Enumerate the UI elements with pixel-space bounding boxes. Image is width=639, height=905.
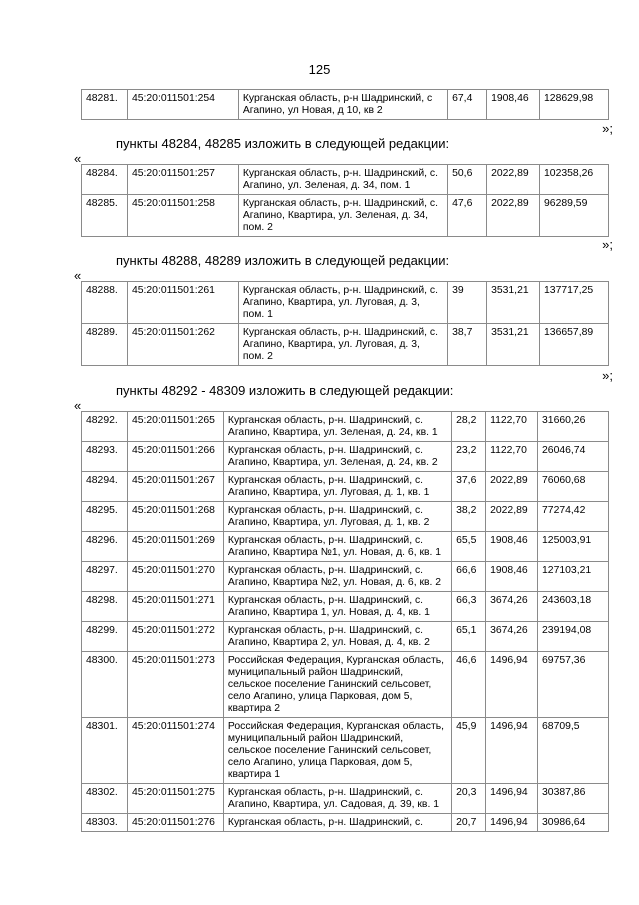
cell-address: Курганская область, р-н. Шадринский, с. Агапино, Квартира, ул. Луговая, д. 1, кв. 1 bbox=[223, 472, 451, 502]
cell-area: 23,2 bbox=[452, 442, 486, 472]
cell-address: Курганская область, р-н. Шадринский, с. Агапино, Квартира, ул. Зеленая, д. 24, кв. 2 bbox=[223, 442, 451, 472]
cell-address: Курганская область, р-н. Шадринский, с. Агапино, Квартира, ул. Зеленая, д. 34, пом. 2 bbox=[238, 195, 447, 237]
registry-table-1 bbox=[81, 89, 609, 120]
cell-price: 2022,89 bbox=[487, 195, 540, 237]
cell-num: 48281. bbox=[82, 90, 128, 120]
cell-area: 46,6 bbox=[452, 652, 486, 718]
cell-address: Курганская область, р-н. Шадринский, с. Агапино, Квартира, ул. Зеленая, д. 24, кв. 1 bbox=[223, 412, 451, 442]
cell-total: 128629,98 bbox=[540, 90, 609, 120]
page-number: 125 bbox=[308, 62, 331, 77]
cell-address: Курганская область, р-н. Шадринский, с. bbox=[223, 814, 451, 832]
opening-quote: « bbox=[74, 268, 82, 283]
cell-total: 243603,18 bbox=[538, 592, 609, 622]
table-row bbox=[82, 652, 609, 718]
cell-price: 1496,94 bbox=[486, 718, 538, 784]
cell-num: 48298. bbox=[82, 592, 128, 622]
cell-code: 45:20:011501:275 bbox=[127, 784, 223, 814]
cell-code: 45:20:011501:267 bbox=[127, 472, 223, 502]
cell-num: 48292. bbox=[82, 412, 128, 442]
table-row bbox=[82, 90, 609, 120]
cell-price: 1496,94 bbox=[486, 784, 538, 814]
cell-area: 67,4 bbox=[448, 90, 487, 120]
cell-num: 48296. bbox=[82, 532, 128, 562]
cell-price: 1122,70 bbox=[486, 412, 538, 442]
table-row bbox=[82, 324, 609, 366]
cell-address: Курганская область, р-н. Шадринский, с. Агапино, Квартира, ул. Луговая, д. 3, пом. 2 bbox=[238, 324, 447, 366]
cell-address: Курганская область, р-н. Шадринский, с. Агапино, Квартира №2, ул. Новая, д. 6, кв. 2 bbox=[223, 562, 451, 592]
cell-area: 28,2 bbox=[452, 412, 486, 442]
cell-code: 45:20:011501:272 bbox=[127, 622, 223, 652]
cell-num: 48295. bbox=[82, 502, 128, 532]
table-row bbox=[82, 195, 609, 237]
cell-price: 1908,46 bbox=[487, 90, 540, 120]
table-row bbox=[82, 622, 609, 652]
registry-table-2 bbox=[81, 164, 609, 237]
cell-address: Курганская область, р-н. Шадринский, с. Агапино, Квартира, ул. Луговая, д. 3, пом. 1 bbox=[238, 282, 447, 324]
cell-total: 77274,42 bbox=[538, 502, 609, 532]
cell-address: Курганская область, р-н. Шадринский, с. Агапино, ул. Зеленая, д. 34, пом. 1 bbox=[238, 165, 447, 195]
cell-total: 69757,36 bbox=[538, 652, 609, 718]
cell-area: 66,6 bbox=[452, 562, 486, 592]
table-row bbox=[82, 592, 609, 622]
cell-total: 68709,5 bbox=[538, 718, 609, 784]
cell-code: 45:20:011501:254 bbox=[127, 90, 238, 120]
cell-num: 48289. bbox=[82, 324, 128, 366]
cell-code: 45:20:011501:268 bbox=[127, 502, 223, 532]
cell-code: 45:20:011501:276 bbox=[127, 814, 223, 832]
cell-price: 3674,26 bbox=[486, 622, 538, 652]
cell-code: 45:20:011501:265 bbox=[127, 412, 223, 442]
closing-quote: »; bbox=[602, 237, 613, 252]
cell-price: 1908,46 bbox=[486, 532, 538, 562]
cell-code: 45:20:011501:274 bbox=[127, 718, 223, 784]
cell-total: 76060,68 bbox=[538, 472, 609, 502]
cell-address: Курганская область, р-н. Шадринский, с. Агапино, Квартира 2, ул. Новая, д. 4, кв. 2 bbox=[223, 622, 451, 652]
cell-total: 137717,25 bbox=[540, 282, 609, 324]
cell-total: 127103,21 bbox=[538, 562, 609, 592]
cell-total: 102358,26 bbox=[540, 165, 609, 195]
cell-price: 3531,21 bbox=[487, 324, 540, 366]
closing-quote: »; bbox=[602, 121, 613, 136]
instruction-text: пункты 48284, 48285 изложить в следующей редакции: bbox=[116, 136, 450, 151]
cell-address: Российская Федерация, Курганская область, муниципальный район Шадринский, сельское поселение Ганинский сельсовет, село Агапино, улица Парковая, дом 5, квартира 2 bbox=[223, 652, 451, 718]
cell-code: 45:20:011501:270 bbox=[127, 562, 223, 592]
instruction-text: пункты 48288, 48289 изложить в следующей редакции: bbox=[116, 253, 450, 268]
cell-num: 48284. bbox=[82, 165, 128, 195]
cell-price: 1122,70 bbox=[486, 442, 538, 472]
table-row bbox=[82, 562, 609, 592]
cell-price: 1496,94 bbox=[486, 652, 538, 718]
cell-area: 47,6 bbox=[448, 195, 487, 237]
cell-total: 31660,26 bbox=[538, 412, 609, 442]
registry-table-4 bbox=[81, 411, 609, 832]
table-row bbox=[82, 532, 609, 562]
cell-total: 136657,89 bbox=[540, 324, 609, 366]
cell-price: 3531,21 bbox=[487, 282, 540, 324]
cell-address: Курганская область, р-н. Шадринский, с. Агапино, Квартира №1, ул. Новая, д. 6, кв. 1 bbox=[223, 532, 451, 562]
opening-quote: « bbox=[74, 151, 82, 166]
cell-code: 45:20:011501:257 bbox=[127, 165, 238, 195]
table-row bbox=[82, 814, 609, 832]
opening-quote: « bbox=[74, 398, 82, 413]
cell-price: 2022,89 bbox=[486, 472, 538, 502]
cell-num: 48285. bbox=[82, 195, 128, 237]
cell-num: 48299. bbox=[82, 622, 128, 652]
cell-num: 48294. bbox=[82, 472, 128, 502]
cell-price: 1908,46 bbox=[486, 562, 538, 592]
cell-price: 3674,26 bbox=[486, 592, 538, 622]
table-row bbox=[82, 282, 609, 324]
table-row bbox=[82, 165, 609, 195]
cell-total: 26046,74 bbox=[538, 442, 609, 472]
cell-code: 45:20:011501:266 bbox=[127, 442, 223, 472]
cell-area: 38,7 bbox=[448, 324, 487, 366]
instruction-text: пункты 48292 - 48309 изложить в следующей редакции: bbox=[116, 383, 454, 398]
cell-code: 45:20:011501:262 bbox=[127, 324, 238, 366]
cell-price: 1496,94 bbox=[486, 814, 538, 832]
cell-area: 66,3 bbox=[452, 592, 486, 622]
cell-code: 45:20:011501:258 bbox=[127, 195, 238, 237]
cell-price: 2022,89 bbox=[486, 502, 538, 532]
cell-area: 38,2 bbox=[452, 502, 486, 532]
table-row bbox=[82, 784, 609, 814]
table-row bbox=[82, 412, 609, 442]
cell-code: 45:20:011501:273 bbox=[127, 652, 223, 718]
cell-area: 50,6 bbox=[448, 165, 487, 195]
cell-num: 48293. bbox=[82, 442, 128, 472]
cell-area: 65,1 bbox=[452, 622, 486, 652]
table-row bbox=[82, 472, 609, 502]
table-row bbox=[82, 718, 609, 784]
cell-num: 48300. bbox=[82, 652, 128, 718]
table-row bbox=[82, 502, 609, 532]
registry-table-3 bbox=[81, 281, 609, 366]
cell-address: Курганская область, р-н. Шадринский, с. Агапино, Квартира, ул. Луговая, д. 1, кв. 2 bbox=[223, 502, 451, 532]
cell-code: 45:20:011501:271 bbox=[127, 592, 223, 622]
cell-total: 30387,86 bbox=[538, 784, 609, 814]
cell-num: 48302. bbox=[82, 784, 128, 814]
cell-num: 48303. bbox=[82, 814, 128, 832]
cell-total: 125003,91 bbox=[538, 532, 609, 562]
table-row bbox=[82, 442, 609, 472]
cell-address: Российская Федерация, Курганская область, муниципальный район Шадринский, сельское поселение Ганинский сельсовет, село Агапино, улица Парковая, дом 5, квартира 1 bbox=[223, 718, 451, 784]
cell-code: 45:20:011501:261 bbox=[127, 282, 238, 324]
cell-address: Курганская область, р-н. Шадринский, с. Агапино, Квартира 1, ул. Новая, д. 4, кв. 1 bbox=[223, 592, 451, 622]
cell-address: Курганская область, р-н Шадринский, с Агапино, ул Новая, д 10, кв 2 bbox=[238, 90, 447, 120]
cell-area: 45,9 bbox=[452, 718, 486, 784]
cell-total: 30986,64 bbox=[538, 814, 609, 832]
cell-code: 45:20:011501:269 bbox=[127, 532, 223, 562]
cell-num: 48297. bbox=[82, 562, 128, 592]
cell-num: 48301. bbox=[82, 718, 128, 784]
cell-price: 2022,89 bbox=[487, 165, 540, 195]
cell-area: 65,5 bbox=[452, 532, 486, 562]
cell-total: 96289,59 bbox=[540, 195, 609, 237]
cell-area: 37,6 bbox=[452, 472, 486, 502]
cell-total: 239194,08 bbox=[538, 622, 609, 652]
closing-quote: »; bbox=[602, 368, 613, 383]
cell-address: Курганская область, р-н. Шадринский, с. Агапино, Квартира, ул. Садовая, д. 39, кв. 1 bbox=[223, 784, 451, 814]
cell-area: 39 bbox=[448, 282, 487, 324]
cell-area: 20,7 bbox=[452, 814, 486, 832]
cell-area: 20,3 bbox=[452, 784, 486, 814]
cell-num: 48288. bbox=[82, 282, 128, 324]
